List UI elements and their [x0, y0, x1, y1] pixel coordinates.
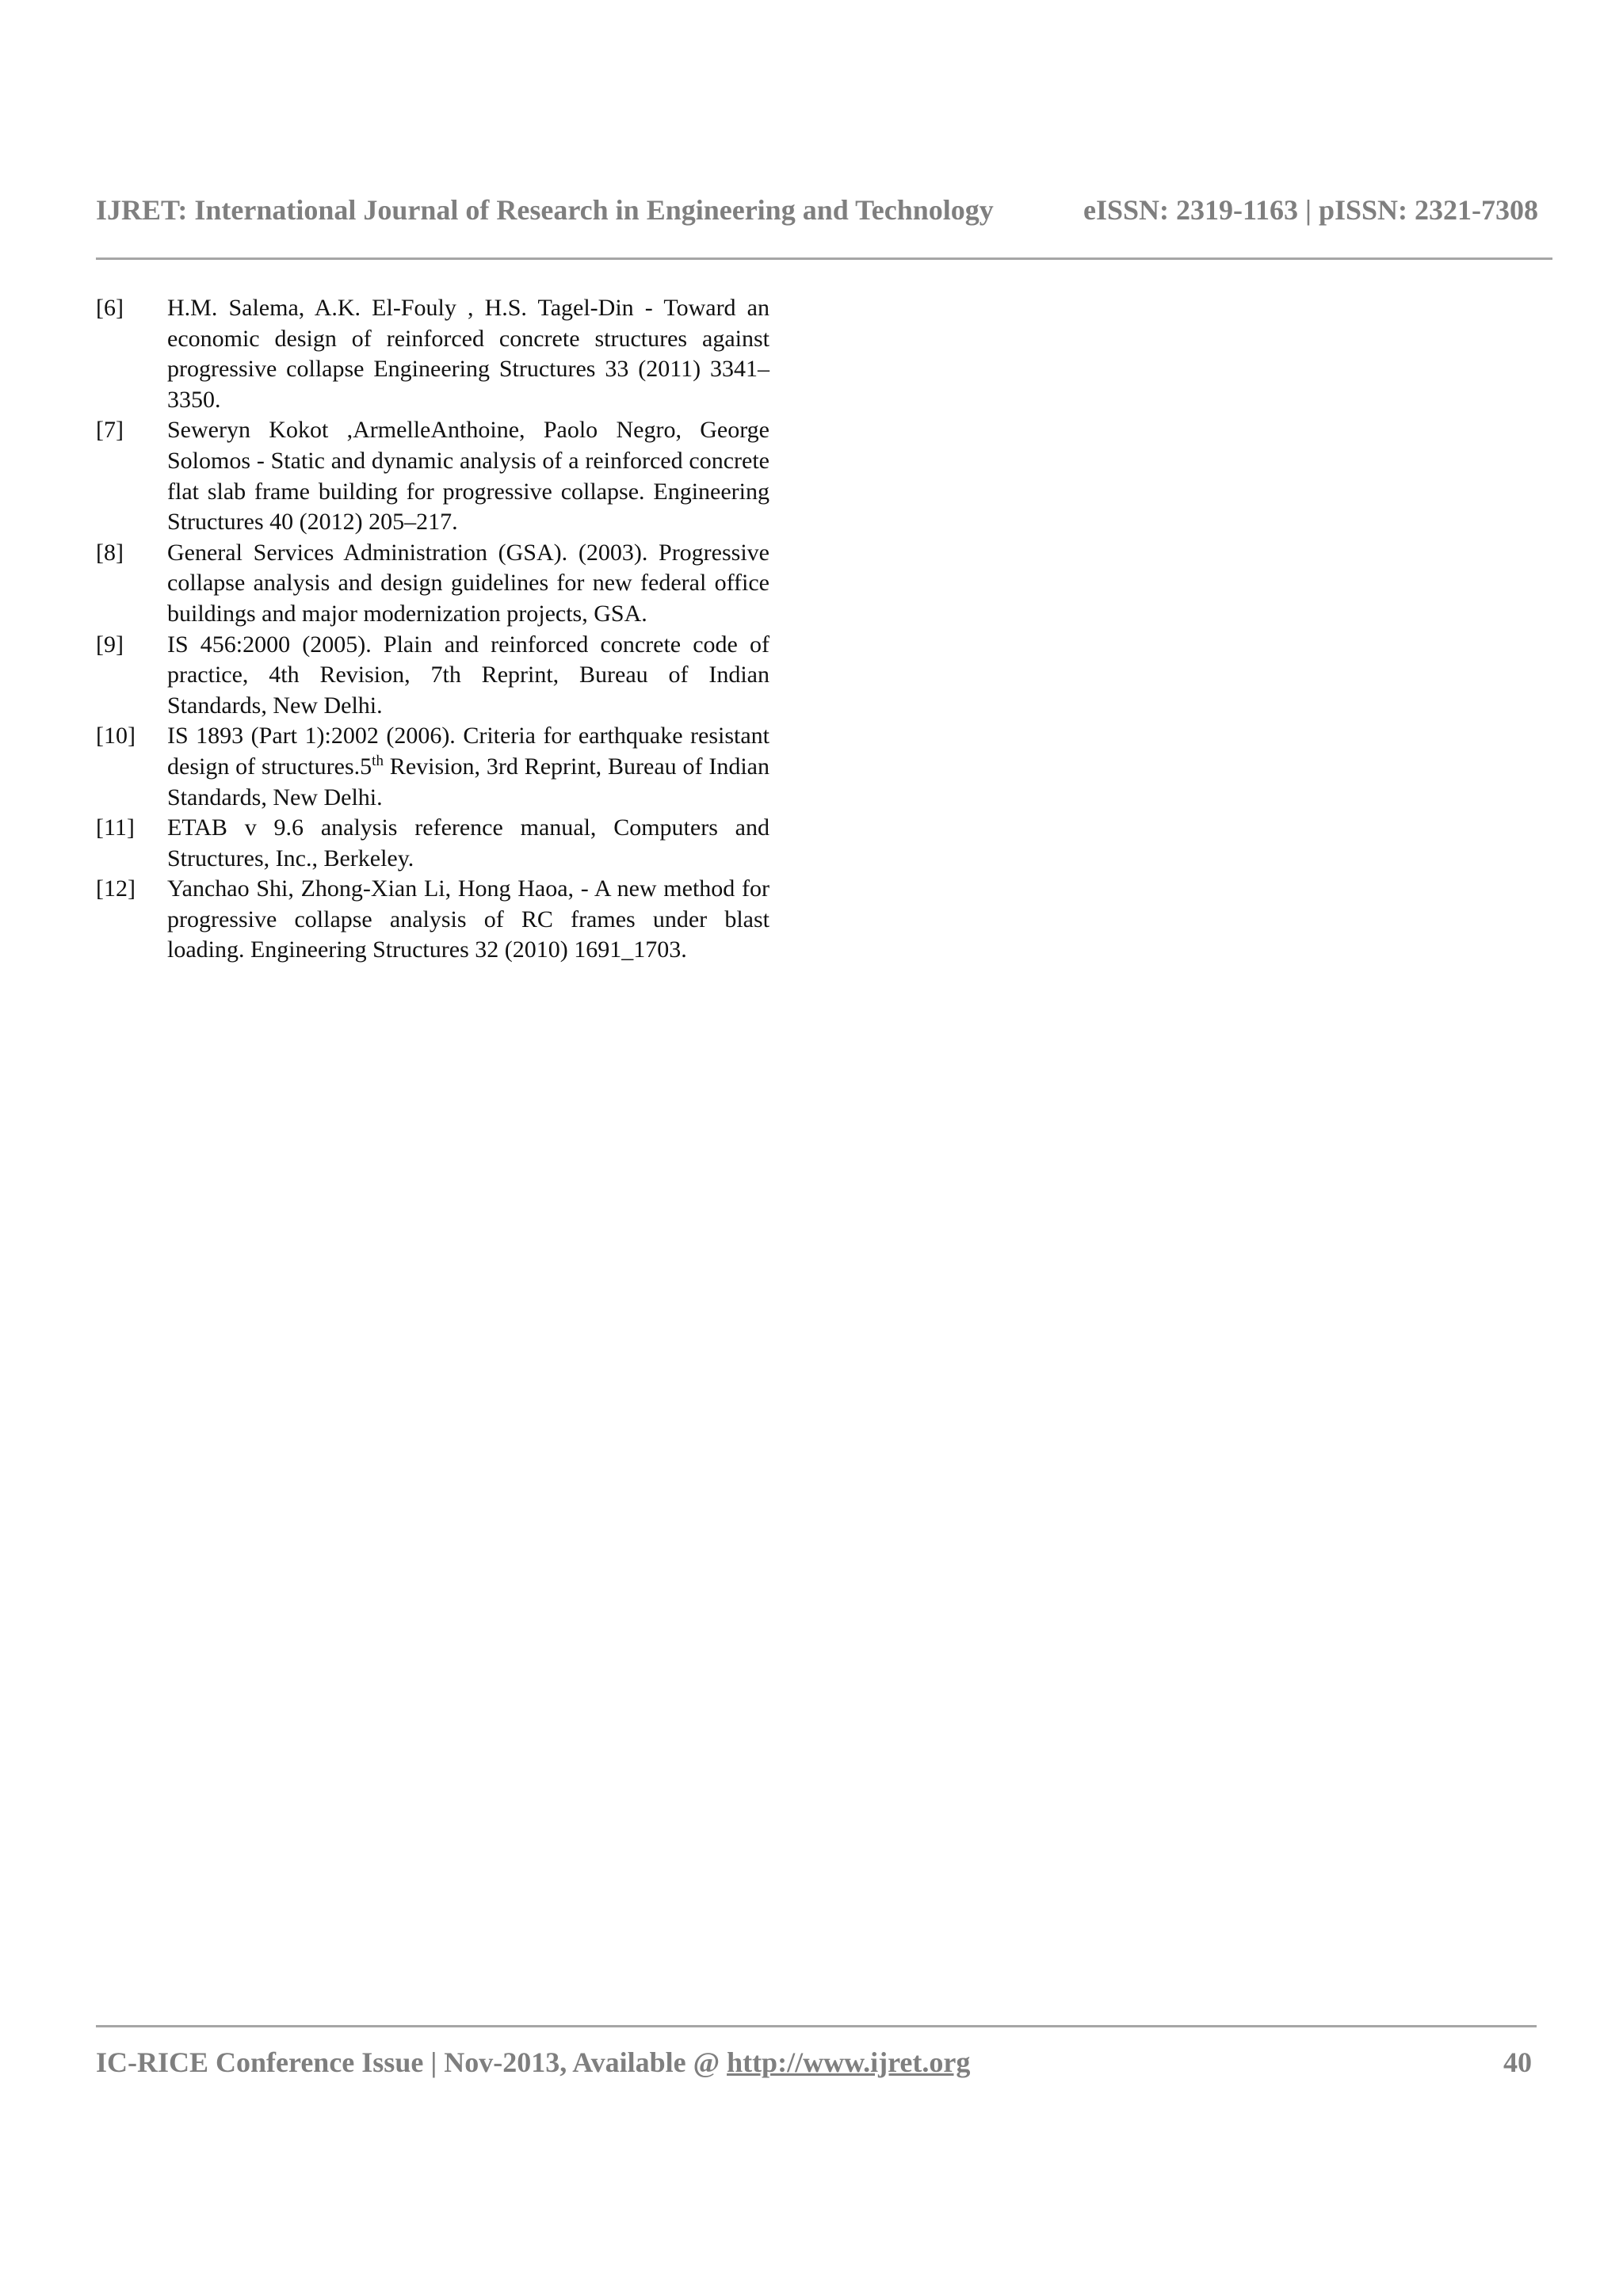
reference-text	[167, 721, 769, 813]
references-list	[96, 293, 769, 966]
reference-item	[96, 293, 769, 415]
reference-number: [7]	[96, 417, 124, 444]
header-rule	[96, 257, 1552, 260]
page-header	[96, 193, 1538, 227]
reference-number: [8]	[96, 539, 124, 566]
issn-text: eISSN: 2319-1163 | pISSN: 2321-7308	[1083, 194, 1538, 226]
reference-item	[96, 874, 769, 966]
reference-text: IS 456:2000 (2005). Plain and reinforced concrete code of practice, 4th Revision, 7th Reprint, Bureau of Indian Standards, New Delhi.	[167, 631, 769, 719]
reference-number: [6]	[96, 295, 124, 321]
footer-issue-info	[96, 2046, 970, 2079]
reference-text-part: IS 1893 (Part 1):2002 (2006). Criteria for earthquake resistant design of structures.5	[167, 723, 769, 780]
reference-text: H.M. Salema, A.K. El-Fouly , H.S. Tagel-Din - Toward an economic design of reinforced concrete structures against progressive collapse Engineering Structures 33 (2011) 3341–3350.	[167, 295, 769, 413]
reference-text-part: Revision, 3rd Reprint, Bureau of Indian Standards, New Delhi.	[167, 753, 769, 810]
footer-issue-text: IC-RICE Conference Issue | Nov-2013, Available @	[96, 2046, 727, 2078]
reference-text: ETAB v 9.6 analysis reference manual, Computers and Structures, Inc., Berkeley.	[167, 814, 769, 871]
journal-website-link[interactable]: http://www.ijret.org	[727, 2046, 971, 2078]
page-footer	[96, 2046, 1532, 2079]
reference-number: [12]	[96, 875, 136, 902]
reference-item	[96, 538, 769, 630]
reference-item	[96, 630, 769, 722]
reference-item	[96, 813, 769, 874]
reference-text: Yanchao Shi, Zhong-Xian Li, Hong Haoa, - A new method for progressive collapse analysis of RC frames under blast loading. Engineering Structures 32 (2010) 1691_1703.	[167, 875, 769, 963]
reference-number: [11]	[96, 814, 135, 841]
reference-item	[96, 721, 769, 813]
reference-text: Seweryn Kokot ,ArmelleAnthoine, Paolo Negro, George Solomos - Static and dynamic analysis of a reinforced concrete flat slab frame building for progressive collapse. Engineering Structures 40 (2012) 205–217.	[167, 417, 769, 536]
reference-item	[96, 415, 769, 537]
reference-number: [9]	[96, 631, 124, 658]
reference-number: [10]	[96, 723, 136, 749]
footer-rule	[96, 2025, 1537, 2027]
reference-superscript: th	[372, 752, 384, 769]
journal-title: IJRET: International Journal of Research in Engineering and Technology	[96, 194, 994, 226]
reference-text: General Services Administration (GSA). (2003). Progressive collapse analysis and design guidelines for new federal office buildings and major modernization projects, GSA.	[167, 539, 769, 627]
page-number: 40	[1503, 2046, 1532, 2078]
